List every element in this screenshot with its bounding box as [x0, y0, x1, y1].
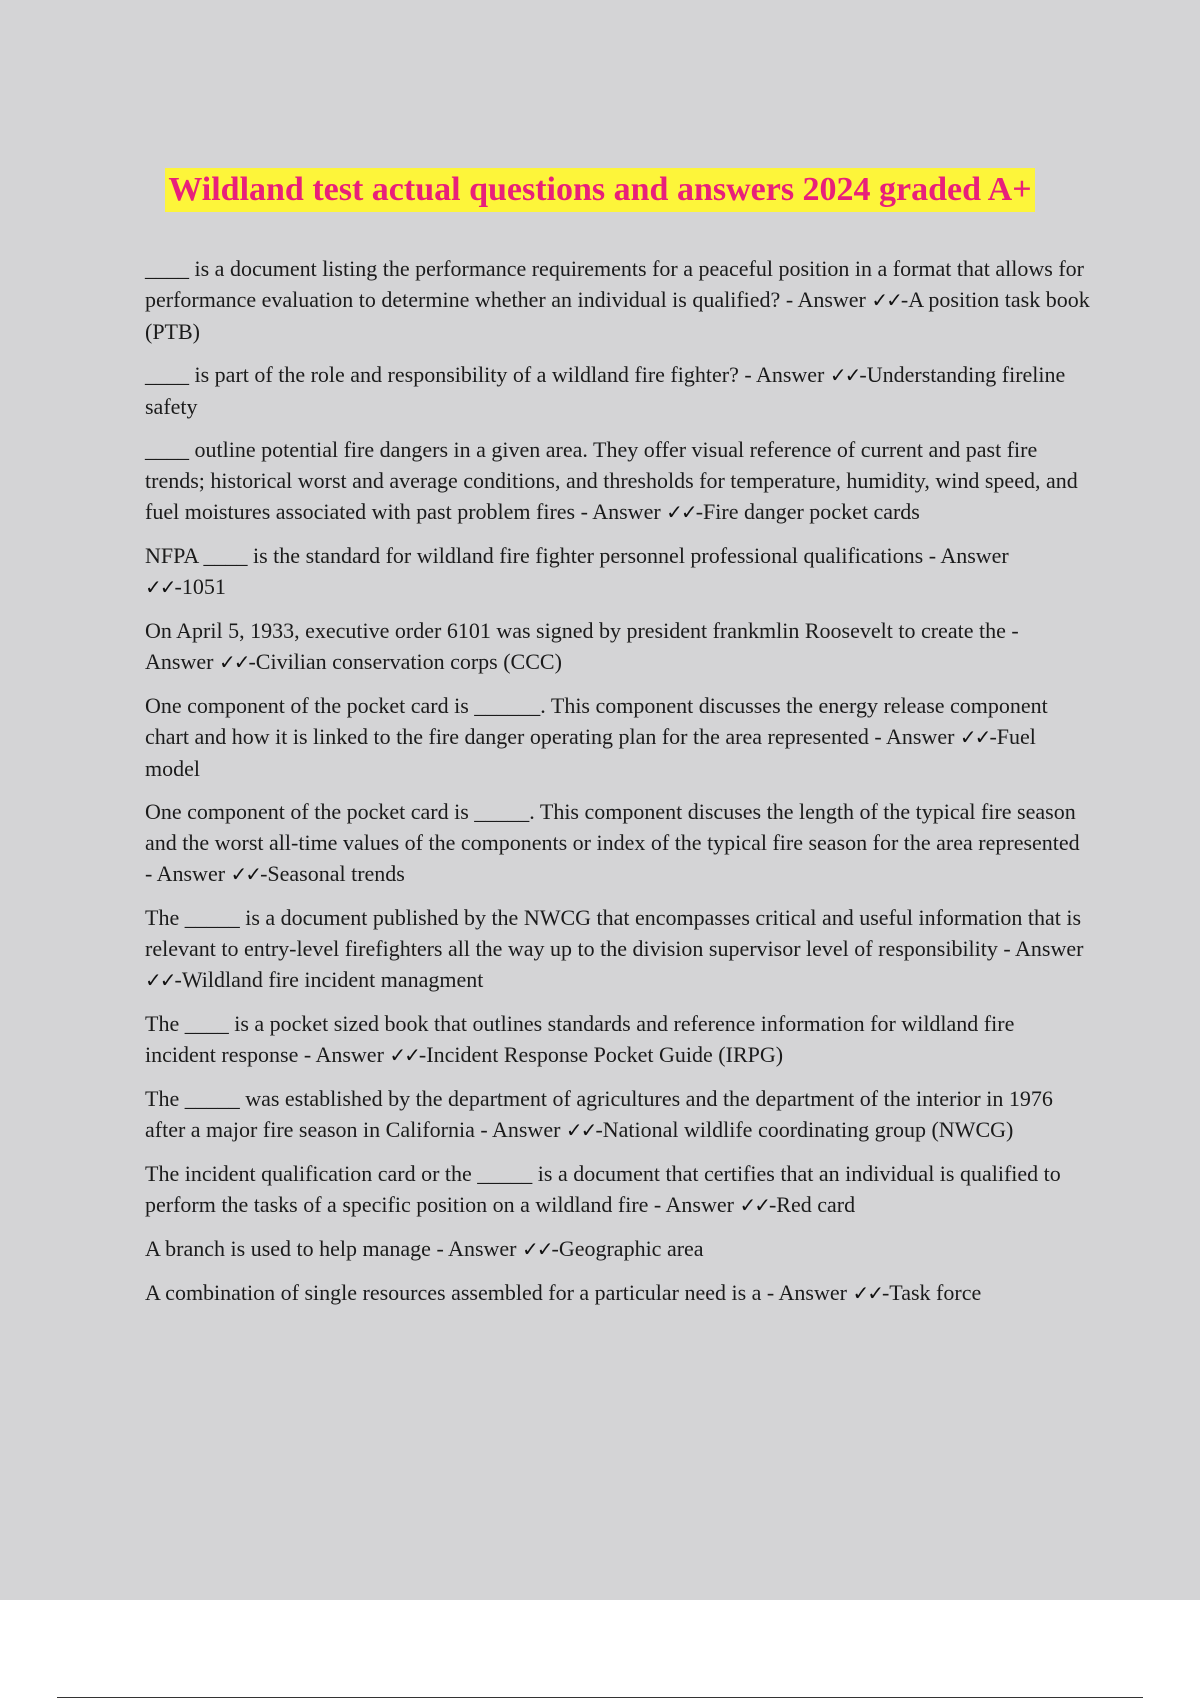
answer-separator: - Answer — [653, 1192, 734, 1217]
qa-item — [145, 1008, 1090, 1071]
qa-item — [145, 1277, 1090, 1309]
qa-list — [145, 253, 1090, 1321]
qa-item — [145, 902, 1090, 996]
qa-item — [145, 434, 1090, 528]
question-text: On April 5, 1933, executive order 6101 was signed by president frankmlin Roosevelt to create the — [145, 618, 1006, 643]
question-text: The _____ was established by the department of agricultures and the department of the interior in 1976 after a major fire season in California — [145, 1086, 1053, 1142]
answer-text: -Civilian conservation corps (CCC) — [248, 649, 562, 674]
answer-separator: - Answer — [580, 499, 661, 524]
question-text: The _____ is a document published by the NWCG that encompasses critical and useful information that is relevant to entry-level firefighters all the way up to the division supervisor level of responsibility — [145, 905, 1082, 961]
title-container — [0, 168, 1200, 212]
check-icon: ✓✓ — [145, 575, 175, 599]
check-icon: ✓✓ — [389, 1043, 419, 1067]
question-text: A combination of single resources assembled for a particular need is a — [145, 1280, 762, 1305]
question-text: ____ outline potential fire dangers in a given area. They offer visual reference of current and past fire trends; historical worst and average conditions, and thresholds for temperature, humidity, wind speed, and fuel moistures associated with past problem fires — [145, 437, 1078, 524]
answer-separator: - Answer — [766, 1280, 847, 1305]
answer-separator: - Answer — [785, 287, 866, 312]
answer-text: -Red card — [768, 1192, 856, 1217]
qa-item — [145, 359, 1090, 422]
answer-text: -1051 — [174, 574, 226, 599]
check-icon: ✓✓ — [565, 1118, 596, 1142]
answer-text: -Geographic area — [551, 1236, 704, 1261]
answer-text: -A position task book (PTB) — [145, 287, 1090, 344]
qa-item — [145, 796, 1090, 890]
question-text: A branch is used to help manage — [145, 1236, 431, 1261]
answer-separator: - Answer — [928, 543, 1009, 568]
answer-text: -Seasonal trends — [260, 861, 405, 886]
answer-separator: - Answer — [744, 362, 825, 387]
question-text: One component of the pocket card is ______. This component discusses the energy release component chart and how it is linked to the fire danger operating plan for the area represented — [145, 693, 1048, 749]
answer-text: -Incident Response Pocket Guide (IRPG) — [418, 1042, 784, 1067]
check-icon: ✓✓ — [829, 363, 860, 387]
answer-text: -Understanding fireline safety — [145, 362, 1066, 419]
qa-item — [145, 690, 1090, 784]
qa-item — [145, 253, 1090, 347]
check-icon: ✓✓ — [521, 1237, 552, 1261]
check-icon: ✓✓ — [739, 1193, 769, 1217]
answer-separator: - Answer — [145, 861, 226, 886]
check-icon: ✓✓ — [145, 968, 175, 992]
question-text: ____ is part of the role and responsibility of a wildland fire fighter? — [145, 362, 739, 387]
answer-separator: - Answer — [874, 724, 955, 749]
check-icon: ✓✓ — [871, 288, 901, 312]
answer-text: -Wildland fire incident managment — [174, 967, 484, 992]
answer-text: -National wildlife coordinating group (NWCG) — [595, 1117, 1014, 1142]
answer-separator: - Answer — [303, 1042, 384, 1067]
qa-item — [145, 615, 1090, 678]
check-icon: ✓✓ — [959, 725, 990, 749]
answer-text: -Fuel model — [145, 724, 1036, 781]
qa-item — [145, 1233, 1090, 1265]
answer-separator: - Answer — [436, 1236, 517, 1261]
answer-separator: - Answer — [480, 1117, 561, 1142]
answer-text: -Task force — [881, 1280, 982, 1305]
question-text: ____ is a document listing the performance requirements for a peaceful position in a format that allows for performance evaluation to determine whether an individual is qualified? — [145, 256, 1084, 312]
check-icon: ✓✓ — [230, 862, 261, 886]
question-text: The incident qualification card or the _____ is a document that certifies that an individual is qualified to perform the tasks of a specific position on a wildland fire — [145, 1161, 1061, 1217]
question-text: One component of the pocket card is _____. This component discuses the length of the typical fire season and the worst all-time values of the components or index of the typical fire season for the area represented — [145, 799, 1080, 855]
answer-separator: - Answer — [145, 618, 1019, 674]
qa-item — [145, 1158, 1090, 1221]
answer-separator: - Answer — [1003, 936, 1084, 961]
answer-text: -Fire danger pocket cards — [695, 499, 920, 524]
question-text: The ____ is a pocket sized book that outlines standards and reference information for wildland fire incident response — [145, 1011, 1015, 1067]
footer-divider — [57, 1697, 1143, 1698]
check-icon: ✓✓ — [218, 650, 249, 674]
check-icon: ✓✓ — [666, 500, 696, 524]
check-icon: ✓✓ — [852, 1281, 882, 1305]
question-text: NFPA ____ is the standard for wildland fire fighter personnel professional qualifications — [145, 543, 924, 568]
qa-item — [145, 1083, 1090, 1146]
document-title: Wildland test actual questions and answers 2024 graded A+ — [165, 168, 1034, 212]
qa-item — [145, 540, 1090, 603]
